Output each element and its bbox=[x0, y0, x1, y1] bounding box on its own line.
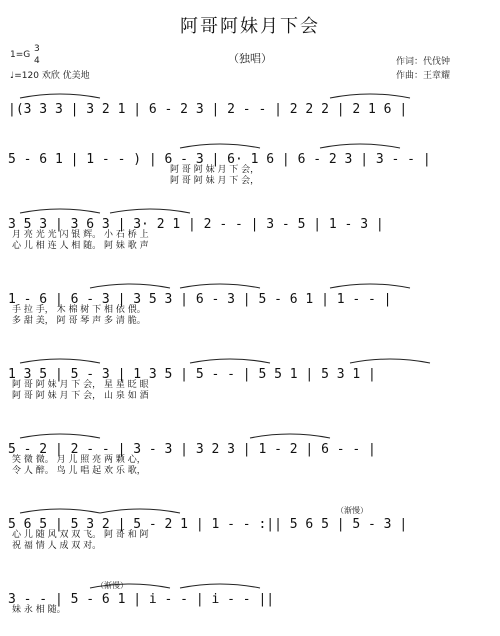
notes-line-6: 5 - 2 | 2 - - | 3 - 3 | 3 2 3 | 1 - 2 | 6 - - | bbox=[8, 442, 376, 457]
lyricist: 作词：代伐钟 bbox=[396, 57, 451, 67]
composer: 作曲：王章耀 bbox=[396, 71, 451, 81]
lyrics-line-2b: 阿 哥 阿 妹 月 下 会， bbox=[170, 176, 260, 186]
ritardando-marking-2: （渐慢） bbox=[96, 581, 128, 590]
tempo-marking: ♩=120 欢欣 优美地 bbox=[10, 71, 90, 81]
lyrics-line-7b: 祝 福 情 人 成 双 对。 bbox=[12, 541, 102, 551]
subtitle: （独唱） bbox=[228, 52, 272, 65]
lyrics-line-4b: 多 甜 美， 阿 哥 琴 声 多 清 脆。 bbox=[12, 316, 146, 326]
key-signature: 1=G bbox=[10, 50, 31, 60]
staff-line-8 bbox=[0, 580, 500, 636]
lyrics-line-5a: 阿 哥 阿 妹 月 下 会， 星 星 眨 眼 bbox=[12, 380, 149, 390]
notes-line-3: 3 5 3 | 3 6 3 | 3· 2 1 | 2 - - | 3 - 5 | 1 - 3 | bbox=[8, 217, 384, 232]
notes-line-5: 1 3 5 | 5 - 3 | 1 3 5 | 5 - - | 5 5 1 | 5 3 1 | bbox=[8, 367, 376, 382]
ritardando-marking-1: （渐慢） bbox=[336, 506, 368, 515]
lyrics-line-6a: 笑 微 微。 月 儿 照 亮 两 颗 心， bbox=[12, 455, 146, 465]
lyrics-line-2a: 阿 哥 阿 妹 月 下 会， bbox=[170, 165, 260, 175]
staff-line-5 bbox=[0, 355, 500, 420]
notes-line-1: |(3 3 3 | 3 2 1 | 6 - 2 3 | 2 - - | 2 2 2 | 2 1 6 | bbox=[8, 102, 408, 117]
staff-line-6 bbox=[0, 430, 500, 495]
lyrics-line-8a: 妹 永 相 随。 bbox=[12, 605, 66, 615]
lyrics-line-3a: 月 亮 光 光 闪 银 辉。 小 石 桥 上 bbox=[12, 230, 149, 240]
notes-line-4: 1 - 6 | 6 - 3 | 3 5 3 | 6 - 3 | 5 - 6 1 | 1 - - | bbox=[8, 292, 392, 307]
lyrics-line-5b: 阿 哥 阿 妹 月 下 会， 山 泉 如 酒 bbox=[12, 391, 149, 401]
time-top: 3 bbox=[34, 44, 40, 54]
staff-line-7 bbox=[0, 505, 500, 570]
staff-line-4 bbox=[0, 280, 500, 345]
lyrics-line-6b: 令 人 醉。 鸟 儿 唱 起 欢 乐 歌， bbox=[12, 466, 146, 476]
lyrics-line-3b: 心 儿 相 连 人 相 随。 阿 妹 歌 声 bbox=[12, 241, 149, 251]
staff-line-3 bbox=[0, 205, 500, 270]
lyrics-line-7a: 心 儿 随 风 双 双 飞。 阿 哥 和 阿 bbox=[12, 530, 149, 540]
staff-line-2 bbox=[0, 140, 500, 200]
notes-line-2: 5 - 6 1 | 1 - - ) | 6 - 3 | 6· 1 6 | 6 - 2 3 | 3 - - | bbox=[8, 152, 431, 167]
notes-line-7: 5 6 5 | 5 3 2 | 5 - 2 1 | 1 - - :|| 5 6 5 | 5 - 3 | bbox=[8, 517, 408, 532]
page-title: 阿哥阿妹月下会 bbox=[180, 16, 320, 37]
notes-line-8: 3 - - | 5 - 6 1 | i - - | i - - || bbox=[8, 592, 275, 607]
time-bottom: 4 bbox=[34, 56, 40, 66]
lyrics-line-4a: 手 拉 手， 木 棉 树 下 相 依 偎。 bbox=[12, 305, 146, 315]
